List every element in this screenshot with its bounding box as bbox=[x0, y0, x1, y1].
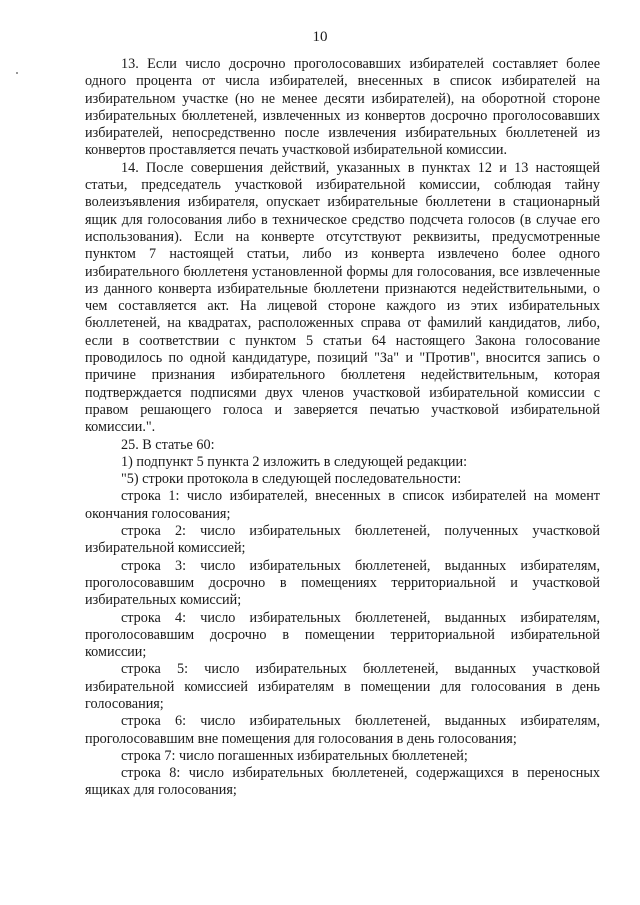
protocol-line-4: строка 4: число избирательных бюллетеней, выданных избирателям, проголосовавшим досрочно в помещении территориальной избирательной комиссии; bbox=[85, 609, 600, 661]
subitem-5-heading: "5) строки протокола в следующей последовательности: bbox=[121, 471, 462, 488]
page-number: 10 bbox=[312, 29, 328, 45]
protocol-line-5: строка 5: число избирательных бюллетеней, выданных участковой избирательной комиссией избирателям в помещении для голосования в день голосования; bbox=[85, 661, 600, 712]
protocol-line-3: строка 3: число избирательных бюллетеней, выданных избирателям, проголосовавшим досрочно в помещениях территориальной и участковой избирательных комиссий; bbox=[85, 557, 600, 609]
document-body bbox=[85, 56, 600, 800]
scan-speck bbox=[16, 72, 18, 74]
paragraph-25: 25. В статье 60: bbox=[121, 436, 215, 453]
paragraph-13: 13. Если число досрочно проголосовавших избирателей составляет более одного процента от числа избирателей, внесенных в список избирателей на избирательном участке (но не менее десяти избирателей), на оборотной стороне избирательных бюллетеней, извлеченных из конвертов досрочно проголосовавших избирателей, непосредственно после извлечения избирательных бюллетеней из конвертов проставляется печать участковой избирательной комиссии. bbox=[85, 56, 600, 159]
protocol-line-6: строка 6: число избирательных бюллетеней, выданных избирателям, проголосовавшим вне помещения для голосования в день голосования; bbox=[85, 713, 600, 747]
subitem-1: 1) подпункт 5 пункта 2 изложить в следующей редакции: bbox=[121, 453, 468, 470]
protocol-line-1: строка 1: число избирателей, внесенных в список избирателей на момент окончания голосования; bbox=[85, 488, 600, 522]
protocol-line-2: строка 2: число избирательных бюллетеней, полученных участковой избирательной комиссией; bbox=[85, 523, 600, 557]
protocol-line-7: строка 7: число погашенных избирательных бюллетеней; bbox=[121, 747, 468, 764]
paragraph-14: 14. После совершения действий, указанных в пунктах 12 и 13 настоящей статьи, председатель участковой избирательной комиссии, соблюдая тайну волеизъявления избирателя, опускает избирательные бюллетени в стационарный ящик для голосования либо в техническое средство подсчета голосов (в случае его использования). Если на конверте отсутствуют реквизиты, предусмотренные пунктом 7 настоящей статьи, либо из конверта извлечено более одного избирательного бюллетеня установленной формы для голосования, все извлеченные из данного конверта избирательные бюллетени признаются недействительными, о чем составляется акт. На лицевой стороне каждого из этих избирательных бюллетеней, на квадратах, расположенных справа от фамилий кандидатов, либо, если в соответствии с пунктом 5 статьи 64 настоящего Закона голосование проводилось по одной кандидатуре, позиций "За" и "Против", вносится запись о причине признания избирательного бюллетеня недействительным, которая подтверждается подписями двух членов участковой избирательной комиссии с правом решающего голоса и заверяется печатью участковой избирательной комиссии.". bbox=[85, 159, 600, 436]
protocol-line-8: строка 8: число избирательных бюллетеней, содержащихся в переносных ящиках для голосования; bbox=[85, 765, 600, 799]
